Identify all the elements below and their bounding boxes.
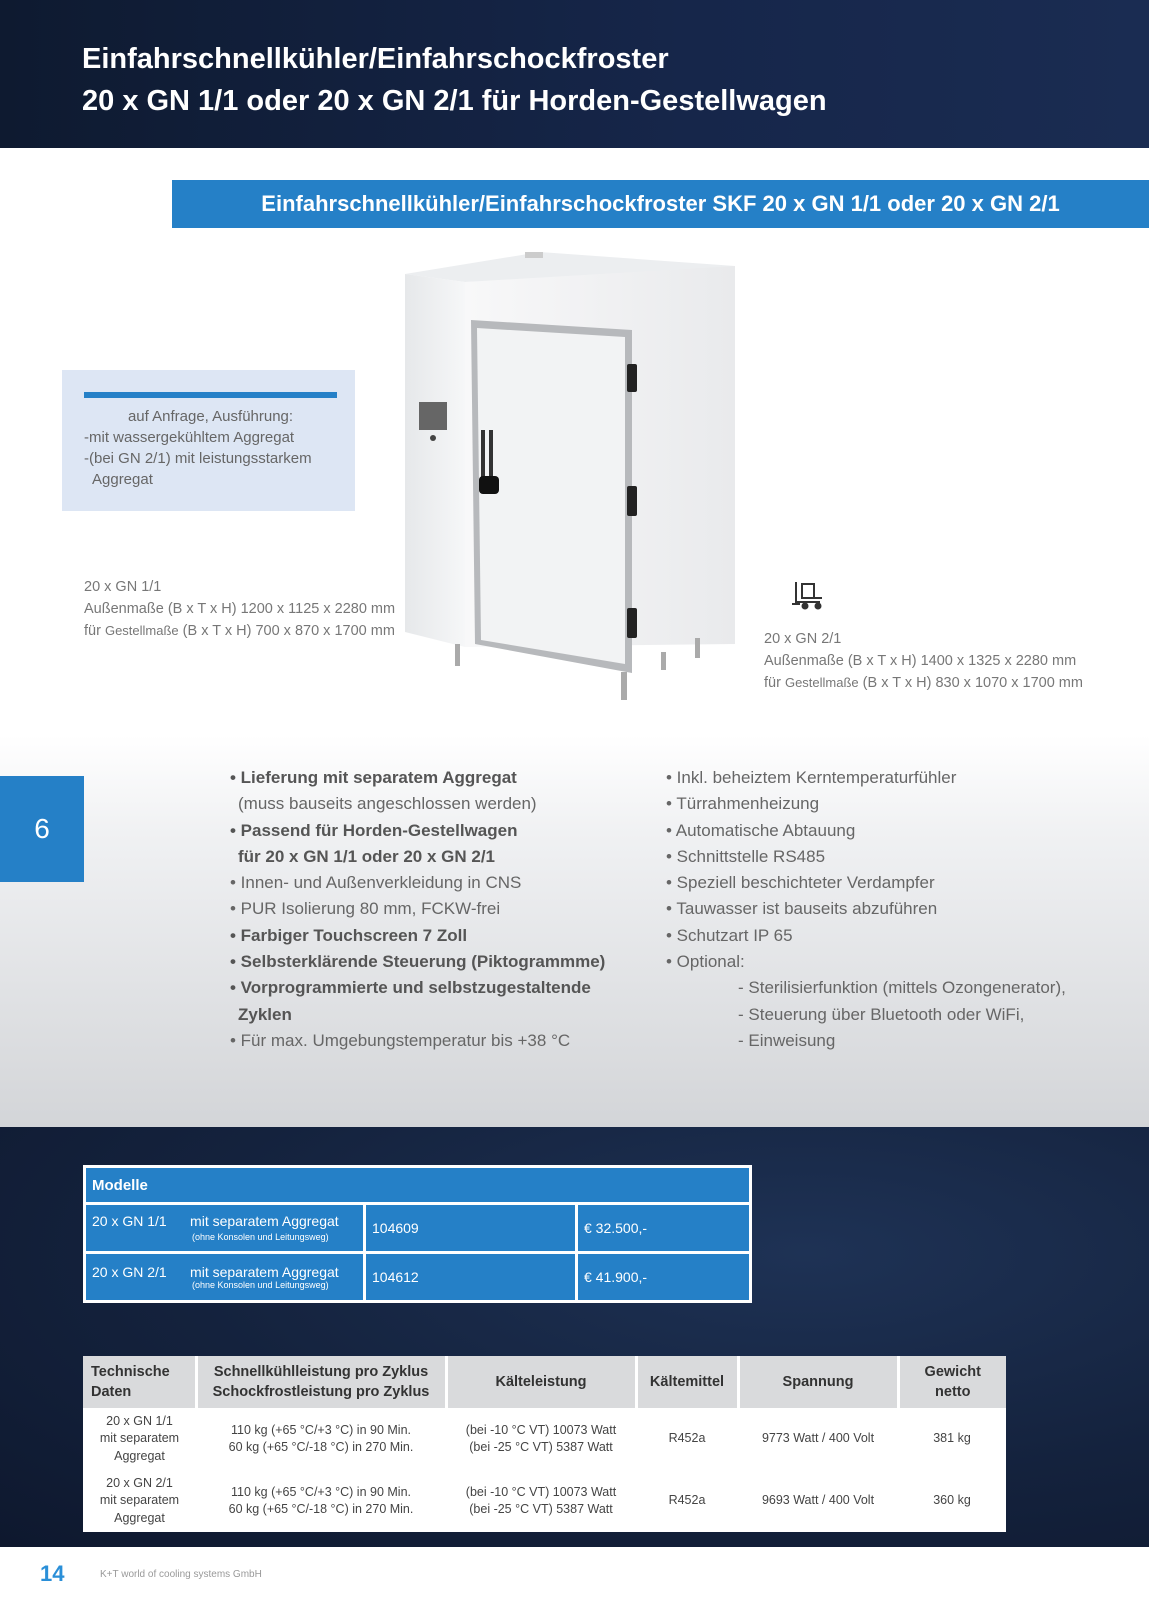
models-table bbox=[83, 1165, 752, 1303]
list-item: • Automatische Abtauung bbox=[666, 820, 856, 840]
list-item: • Farbiger Touchscreen 7 Zoll bbox=[230, 925, 468, 945]
spec-rack: für Gestellmaße (B x T x H) 830 x 1070 x 1700 mm bbox=[764, 675, 1083, 691]
price: € 41.900,- bbox=[577, 1253, 751, 1302]
col-leistung: Schnellkühlleistung pro Zyklus Schockfrostleistung pro Zyklus bbox=[196, 1356, 446, 1408]
forklift-icon bbox=[790, 578, 830, 612]
col-kaelteleistung: Kälteleistung bbox=[446, 1356, 636, 1408]
product-title-bar: Einfahrschnellkühler/Einfahrschockfroster SKF 20 x GN 1/1 oder 20 x GN 2/1 bbox=[172, 180, 1149, 228]
price: € 32.500,- bbox=[577, 1204, 751, 1253]
list-item: Zyklen bbox=[238, 1004, 292, 1024]
list-item: • Passend für Horden-Gestellwagen bbox=[230, 820, 518, 840]
weight-cell: 360 kg bbox=[898, 1470, 1006, 1532]
table-row bbox=[83, 1408, 1006, 1470]
model-name-cell: 20 x GN 2/1 mit separatem Aggregat (ohne Konsolen und Leitungsweg) bbox=[85, 1253, 365, 1302]
performance-cell: 110 kg (+65 °C/+3 °C) in 90 Min. 60 kg (+65 °C/-18 °C) in 270 Min. bbox=[196, 1470, 446, 1532]
col-kaeltemittel: Kältemittel bbox=[636, 1356, 738, 1408]
list-item: für 20 x GN 1/1 oder 20 x GN 2/1 bbox=[238, 846, 496, 866]
article-number: 104612 bbox=[365, 1253, 577, 1302]
list-item: - Einweisung bbox=[738, 1030, 836, 1050]
page-number: 14 bbox=[40, 1561, 65, 1586]
col-spannung: Spannung bbox=[738, 1356, 898, 1408]
company-name: K+T world of cooling systems GmbH bbox=[100, 1569, 262, 1580]
note-rule bbox=[84, 392, 337, 398]
spec-outer: Außenmaße (B x T x H) 1400 x 1325 x 2280 mm bbox=[764, 653, 1077, 669]
feature-list-left bbox=[230, 765, 605, 1054]
list-item: - Steuerung über Bluetooth oder WiFi, bbox=[738, 1004, 1025, 1024]
spec-gn21 bbox=[764, 628, 1083, 694]
cooling-capacity-cell: (bei -10 °C VT) 10073 Watt (bei -25 °C VT) 5387 Watt bbox=[446, 1408, 636, 1470]
list-item: • Inkl. beheiztem Kerntemperaturfühler bbox=[666, 768, 957, 787]
model-cell: 20 x GN 1/1 mit separatem Aggregat bbox=[83, 1408, 196, 1470]
spec-outer: Außenmaße (B x T x H) 1200 x 1125 x 2280 mm bbox=[84, 601, 396, 617]
list-item: • Selbsterklärende Steuerung (Piktogrammme) bbox=[230, 952, 606, 972]
list-item: • Türrahmenheizung bbox=[666, 794, 820, 814]
page-title: Einfahrschnellkühler/Einfahrschockfroster 20 x GN 1/1 oder 20 x GN 2/1 für Horden-Gestellwagen bbox=[82, 43, 827, 117]
list-item: • PUR Isolierung 80 mm, FCKW-frei bbox=[230, 899, 501, 919]
list-item: (muss bauseits angeschlossen werden) bbox=[238, 794, 537, 814]
col-gewicht: Gewicht netto bbox=[898, 1356, 1006, 1408]
table-row bbox=[85, 1204, 751, 1253]
note-line: -mit wassergekühltem Aggregat bbox=[84, 429, 295, 446]
table-header-row bbox=[85, 1167, 751, 1204]
list-item: • Optional: bbox=[666, 952, 745, 972]
list-item: • Innen- und Außenverkleidung in CNS bbox=[230, 873, 522, 893]
cooling-capacity-cell: (bei -10 °C VT) 10073 Watt (bei -25 °C VT) 5387 Watt bbox=[446, 1470, 636, 1532]
weight-cell: 381 kg bbox=[898, 1408, 1006, 1470]
table-row bbox=[83, 1470, 1006, 1532]
list-item: • Lieferung mit separatem Aggregat bbox=[230, 768, 517, 787]
spec-name: 20 x GN 1/1 bbox=[84, 579, 162, 595]
spec-gn11 bbox=[84, 576, 395, 642]
chapter-tab: 6 bbox=[0, 776, 84, 882]
model-cell: 20 x GN 2/1 mit separatem Aggregat bbox=[83, 1470, 196, 1532]
page-header bbox=[0, 0, 1149, 148]
list-item: • Schnittstelle RS485 bbox=[666, 846, 826, 866]
col-technische-daten: Technische Daten bbox=[83, 1356, 196, 1408]
refrigerant-cell: R452a bbox=[636, 1470, 738, 1532]
note-line: -(bei GN 2/1) mit leistungsstarkem bbox=[84, 450, 312, 467]
spec-name: 20 x GN 2/1 bbox=[764, 631, 842, 647]
refrigerant-cell: R452a bbox=[636, 1408, 738, 1470]
table-row bbox=[85, 1253, 751, 1302]
list-item: • Vorprogrammierte und selbstzugestaltende bbox=[230, 978, 591, 998]
models-header: Modelle bbox=[85, 1167, 751, 1204]
list-item: • Schutzart IP 65 bbox=[666, 925, 793, 945]
request-note-box bbox=[62, 370, 355, 511]
spec-rack: für Gestellmaße (B x T x H) 700 x 870 x 1700 mm bbox=[84, 623, 395, 639]
article-number: 104609 bbox=[365, 1204, 577, 1253]
voltage-cell: 9773 Watt / 400 Volt bbox=[738, 1408, 898, 1470]
list-item: • Tauwasser ist bauseits abzuführen bbox=[666, 899, 938, 919]
list-item: • Speziell beschichteter Verdampfer bbox=[666, 873, 935, 893]
list-item: - Sterilisierfunktion (mittels Ozongenerator), bbox=[738, 978, 1066, 998]
note-line: auf Anfrage, Ausführung: bbox=[127, 408, 294, 425]
feature-list-right bbox=[666, 765, 1066, 1054]
table-header-row bbox=[83, 1356, 1006, 1408]
note-line: Aggregat bbox=[92, 471, 153, 488]
model-name-cell: 20 x GN 1/1 mit separatem Aggregat (ohne Konsolen und Leitungsweg) bbox=[85, 1204, 365, 1253]
blast-chiller-illustration bbox=[405, 252, 765, 722]
voltage-cell: 9693 Watt / 400 Volt bbox=[738, 1470, 898, 1532]
list-item: • Für max. Umgebungstemperatur bis +38 °C bbox=[230, 1030, 571, 1050]
performance-cell: 110 kg (+65 °C/+3 °C) in 90 Min. 60 kg (+65 °C/-18 °C) in 270 Min. bbox=[196, 1408, 446, 1470]
technical-data-table bbox=[83, 1356, 1006, 1532]
